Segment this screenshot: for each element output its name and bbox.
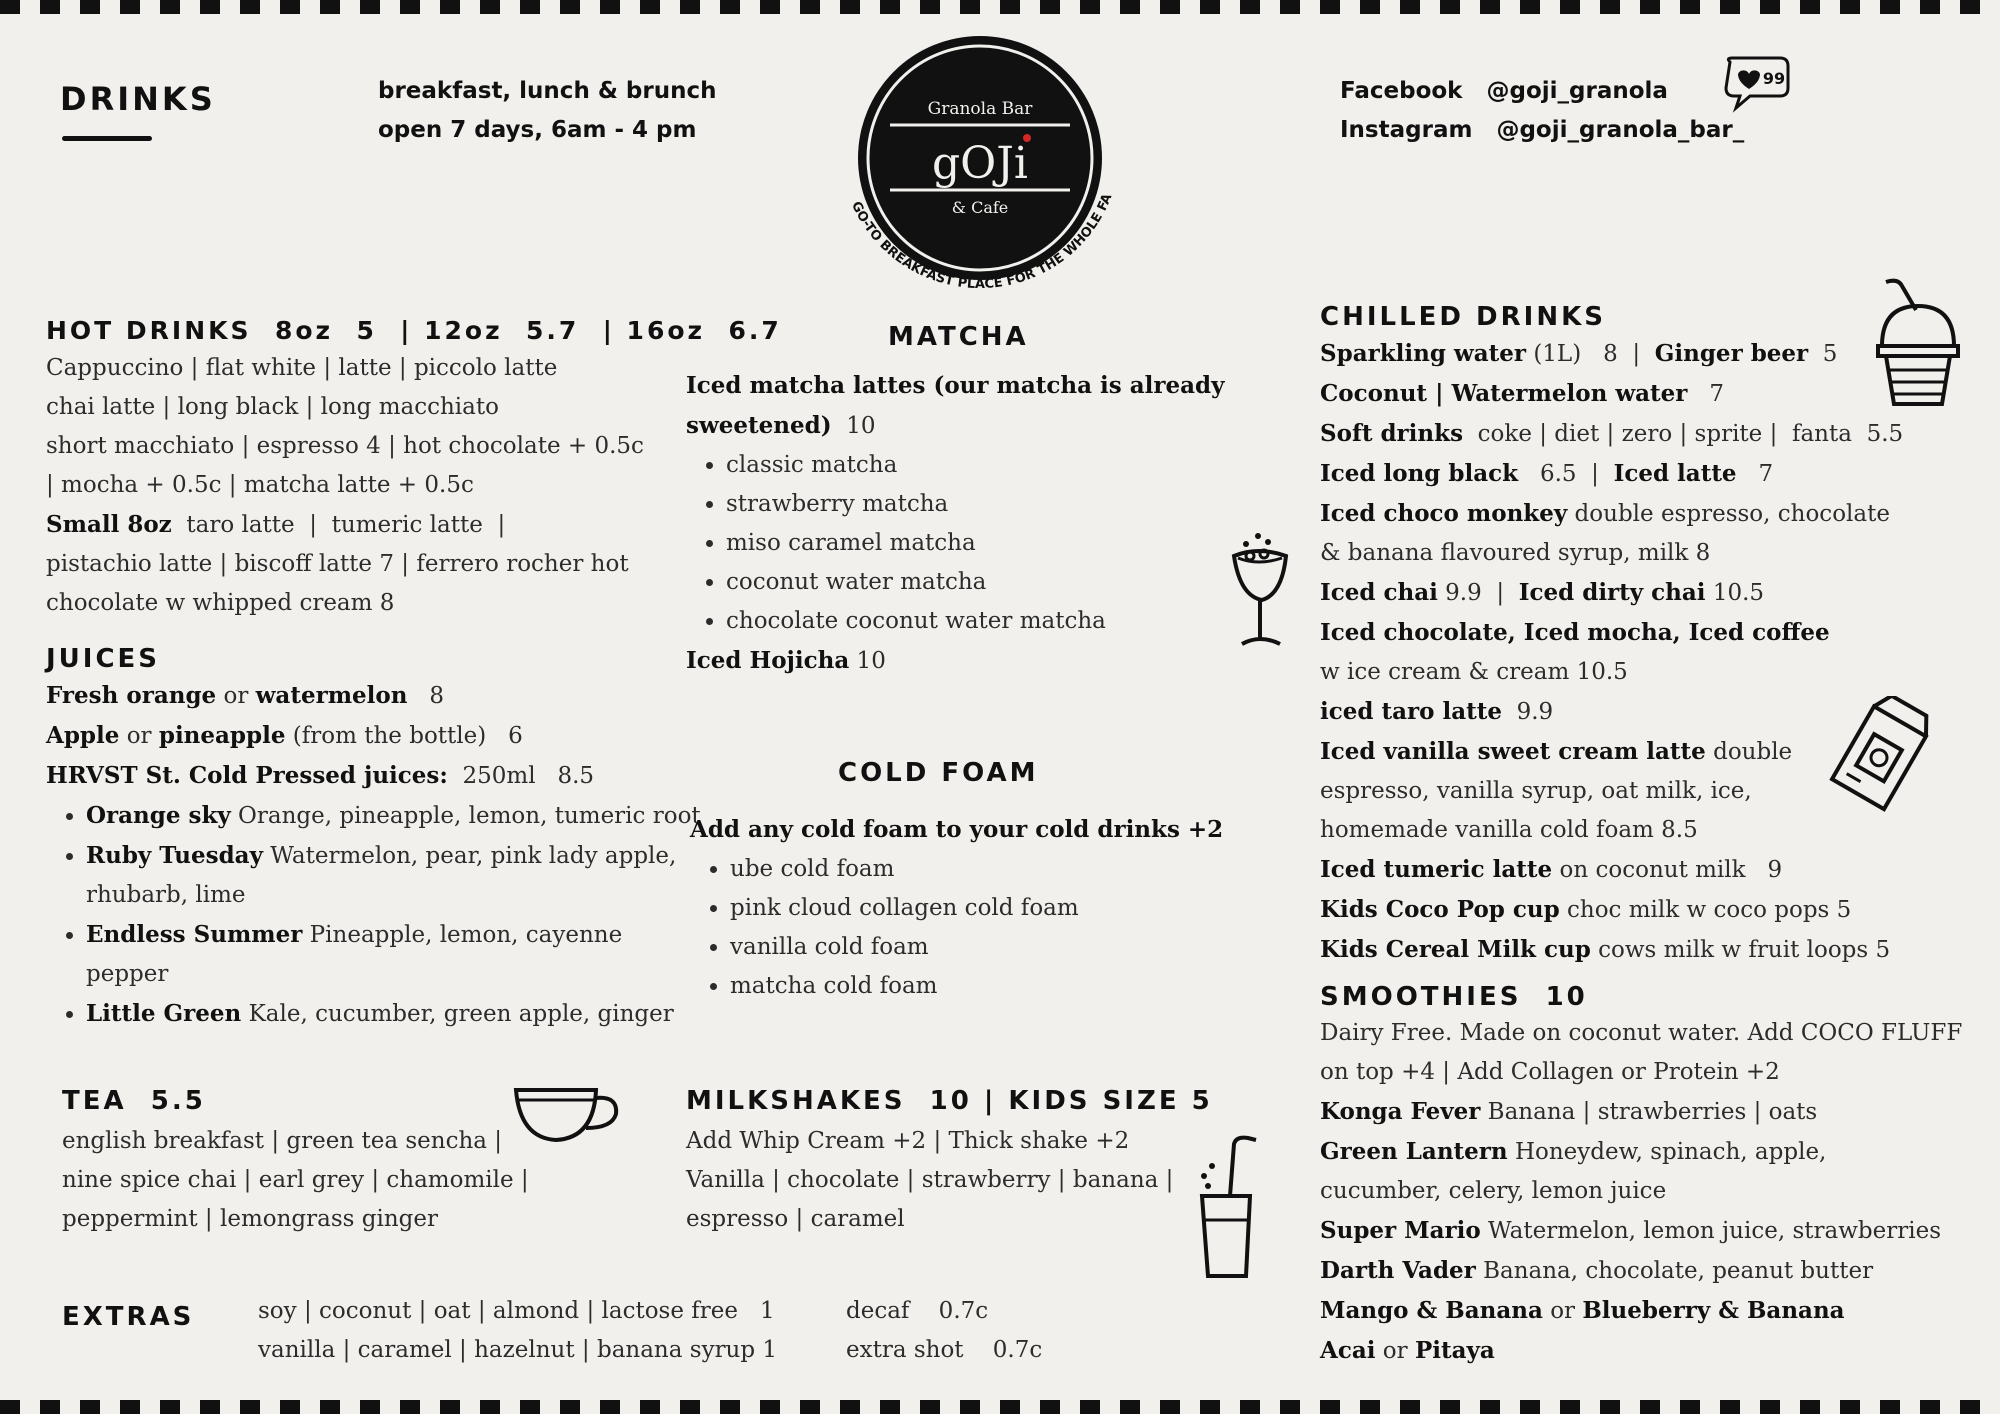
logo-bottom-text: & Cafe bbox=[951, 198, 1009, 217]
milkshake-straw-icon bbox=[1194, 1134, 1262, 1285]
list-item: • Orange sky Orange, pineapple, lemon, tumeric root bbox=[86, 796, 706, 836]
facebook-label: Facebook bbox=[1340, 78, 1463, 104]
facebook-handle[interactable]: @goji_granola bbox=[1486, 78, 1668, 104]
list-item: • coconut water matcha bbox=[726, 563, 1266, 602]
hot-drinks-line: | mocha + 0.5c | matcha latte + 0.5c bbox=[46, 472, 474, 498]
hot-drinks-section bbox=[46, 316, 782, 623]
title-underline bbox=[62, 136, 152, 141]
milkshakes-heading: MILKSHAKES 10 | KIDS SIZE 5 bbox=[686, 1086, 1213, 1116]
checkered-border-bottom bbox=[0, 1400, 2000, 1414]
chilled-drinks-heading: CHILLED DRINKS bbox=[1320, 302, 1606, 332]
chilled-drinks-section: CHILLED DRINKS Sparkling water (1L) 8 | Ginger beer 5 Coconut | Watermelon water 7 Soft drinks coke | diet | zero | sprite | fanta 5.5 Iced long black 6.5 | Iced latte 7 Iced choco monkey double espresso, chocolate & banana flavoured syrup, milk 8 Iced chai 9.9 | Iced dirty chai 10.5 Iced chocolate, Iced mocha, Iced coffee w ice cream & cream 10.5 iced taro latte 9.9 Iced vanilla sweet cream latte double espresso, vanilla syrup, oat milk, ice, homemade vanilla cold foam 8.5 Iced tumeric latte on coconut milk 9 Kids Coco Pop cup choc milk w coco pops 5 Kids Cereal Milk cup cows milk w fruit loops 5 bbox=[1320, 302, 2000, 970]
juices-section bbox=[46, 644, 706, 1034]
opening-hours bbox=[378, 72, 716, 150]
milkshakes-section: MILKSHAKES 10 | KIDS SIZE 5 Add Whip Cream +2 | Thick shake +2 Vanilla | chocolate | strawberry | banana | espresso | caramel bbox=[686, 1086, 1246, 1239]
tea-section: TEA 5.5 english breakfast | green tea sencha | nine spice chai | earl grey | chamomile | peppermint | lemongrass ginger bbox=[62, 1086, 622, 1239]
instagram-row[interactable] bbox=[1340, 111, 1744, 150]
hot-drinks-list bbox=[46, 349, 706, 623]
hot-drinks-line: pistachio latte | biscoff latte 7 | ferrero rocher hot bbox=[46, 551, 629, 577]
hot-drinks-line: Small 8oz taro latte | tumeric latte | bbox=[46, 511, 506, 538]
cold-foam-heading: COLD FOAM bbox=[838, 758, 1039, 788]
heart-like-icon bbox=[1722, 54, 1792, 119]
hot-drinks-line: chai latte | long black | long macchiato bbox=[46, 394, 499, 420]
cold-pressed-juice-list bbox=[46, 796, 706, 1034]
list-item: • miso caramel matcha bbox=[726, 524, 1266, 563]
facebook-row[interactable] bbox=[1340, 72, 1744, 111]
logo-top-text: Granola Bar bbox=[927, 99, 1033, 119]
smoothies-heading: SMOOTHIES 10 bbox=[1320, 982, 1588, 1012]
teacup-icon bbox=[512, 1084, 622, 1151]
social-links bbox=[1340, 72, 1744, 150]
list-item: • chocolate coconut water matcha bbox=[726, 602, 1266, 641]
hot-drinks-line: chocolate w whipped cream 8 bbox=[46, 590, 395, 616]
instagram-handle[interactable]: @goji_granola_bar_ bbox=[1496, 117, 1745, 143]
list-item: • matcha cold foam bbox=[730, 967, 1290, 1006]
hot-drinks-line: Cappuccino | flat white | latte | piccolo latte bbox=[46, 355, 558, 381]
hot-drinks-line: short macchiato | espresso 4 | hot chocolate + 0.5c bbox=[46, 433, 644, 459]
list-item: • Endless Summer Pineapple, lemon, cayenne pepper bbox=[86, 915, 706, 994]
cold-foam-list bbox=[690, 850, 1290, 1006]
hot-drinks-heading: HOT DRINKS 8oz 5 | 12oz 5.7 | 16oz 6.7 bbox=[46, 316, 782, 345]
list-item: • Little Green Kale, cucumber, green apple, ginger bbox=[86, 994, 706, 1034]
list-item: • ube cold foam bbox=[730, 850, 1290, 889]
juices-intro: Fresh orange or watermelon 8 Apple or pineapple (from the bottle) 6 HRVST St. Cold Pressed juices: 250ml 8.5 bbox=[46, 682, 595, 789]
hours-line-2: open 7 days, 6am - 4 pm bbox=[378, 117, 697, 143]
matcha-section: Iced matcha lattes (our matcha is already sweetened) 10 • classic matcha • strawberry matcha • miso caramel matcha • coconut water matcha • chocolate coconut water matcha Iced Hojicha 10 bbox=[686, 366, 1266, 681]
list-item: • classic matcha bbox=[726, 446, 1266, 485]
extras-coffee: decaf 0.7c extra shot 0.7c bbox=[846, 1298, 1043, 1363]
list-item: • pink cloud collagen cold foam bbox=[730, 889, 1290, 928]
smoothies-section: SMOOTHIES 10 Dairy Free. Made on coconut water. Add COCO FLUFF on top +4 | Add Collagen or Protein +2 Konga Fever Banana | strawberries | oats Green Lantern Honeydew, spinach, apple, cucumber, celery, lemon juice Super Mario Watermelon, lemon juice, strawberries Darth Vader Banana, chocolate, peanut butter Mango & Banana or Blueberry & Banana Acai or Pitaya bbox=[1320, 982, 2000, 1371]
like-count: 99 bbox=[1762, 69, 1786, 88]
small-8oz-label: Small 8oz bbox=[46, 511, 172, 538]
cold-foam-section: Add any cold foam to your cold drinks +2 • ube cold foam • pink cloud collagen cold foam • vanilla cold foam • matcha cold foam bbox=[690, 810, 1290, 1006]
goji-logo bbox=[830, 30, 1130, 310]
checkered-border-top bbox=[0, 0, 2000, 14]
iced-cup-icon bbox=[1872, 276, 1962, 415]
instagram-label: Instagram bbox=[1340, 117, 1473, 143]
list-item: • vanilla cold foam bbox=[730, 928, 1290, 967]
cocktail-glass-icon bbox=[1228, 530, 1292, 657]
tea-heading: TEA 5.5 bbox=[62, 1086, 206, 1116]
drinks-title: DRINKS bbox=[60, 80, 216, 118]
list-item: • Ruby Tuesday Watermelon, pear, pink lady apple, rhubarb, lime bbox=[86, 836, 706, 915]
milk-carton-icon bbox=[1820, 696, 1942, 819]
juices-heading: JUICES bbox=[46, 644, 161, 674]
list-item: • strawberry matcha bbox=[726, 485, 1266, 524]
matcha-list bbox=[686, 446, 1266, 641]
logo-brand-text: gOJi bbox=[932, 138, 1028, 189]
extras-heading: EXTRAS bbox=[62, 1302, 195, 1332]
extras-list: soy | coconut | oat | almond | lactose free 1 vanilla | caramel | hazelnut | banana syrup 1 bbox=[258, 1298, 778, 1363]
matcha-heading: MATCHA bbox=[888, 322, 1029, 352]
logo-tagline: GO-TO BREAKFAST PLACE FOR THE WHOLE FA bbox=[847, 191, 1116, 293]
hours-line-1: breakfast, lunch & brunch bbox=[378, 78, 717, 104]
logo-badge-icon bbox=[830, 30, 1130, 310]
